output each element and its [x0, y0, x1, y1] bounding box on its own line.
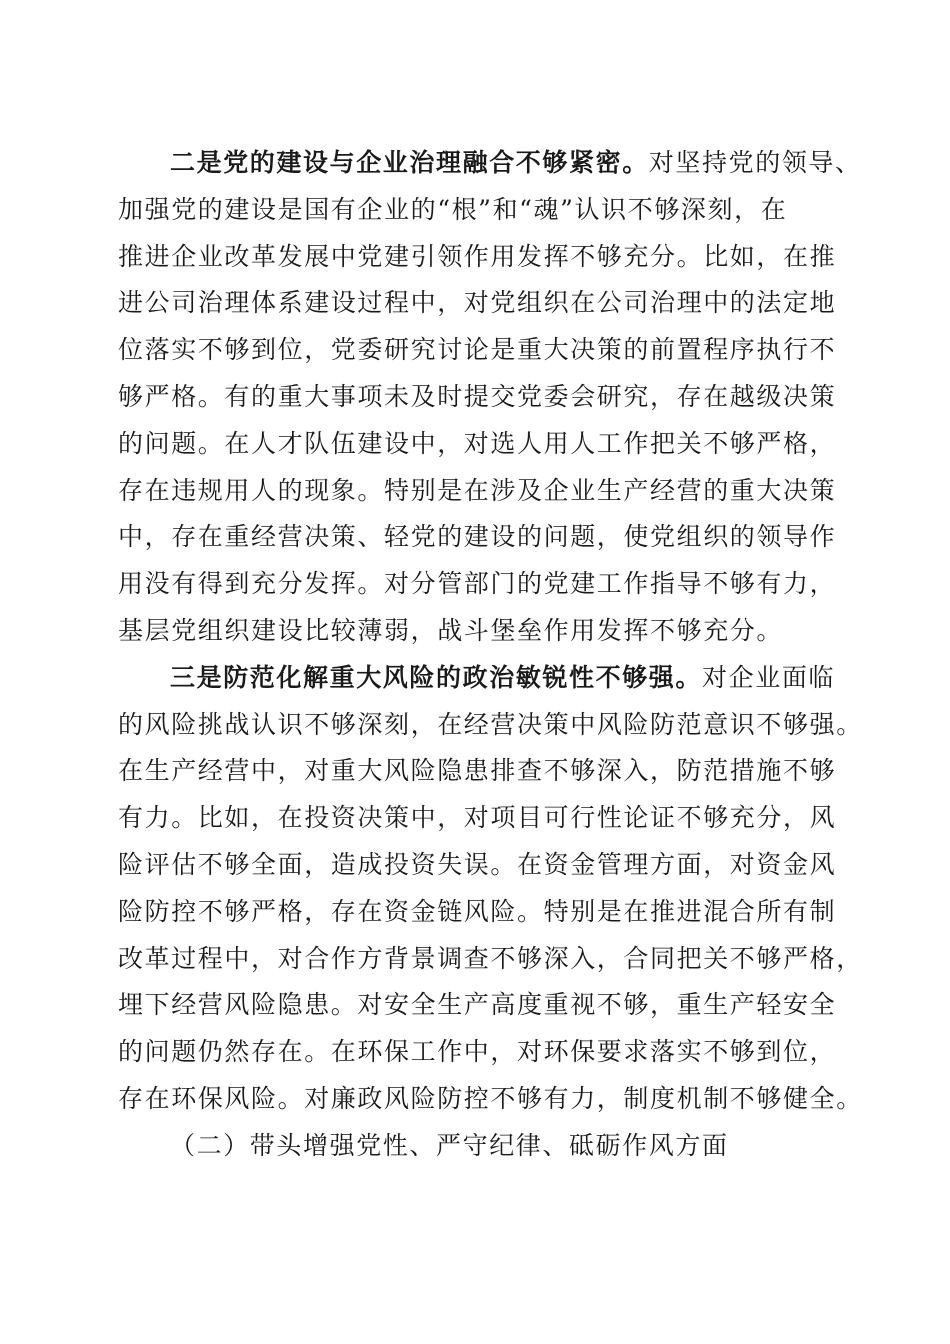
paragraph-line: 险防控不够严格，存在资金链风险。特别是在推进混合所有制 [118, 896, 837, 926]
paragraph-line: 的问题。在人才队伍建设中，对选人用人工作把关不够严格， [118, 428, 837, 458]
paragraph-line: 埋下经营风险隐患。对安全生产高度重视不够，重生产轻安全 [118, 990, 837, 1020]
paragraph-party-building [118, 140, 862, 655]
paragraph-line: 在生产经营中，对重大风险隐患排查不够深入，防范措施不够 [118, 756, 837, 786]
paragraph-first-line [118, 140, 862, 187]
paragraph-line: 有力。比如，在投资决策中，对项目可行性论证不够充分，风 [118, 803, 837, 833]
paragraph-line: 中，存在重经营决策、轻党的建设的问题，使党组织的领导作 [118, 522, 837, 552]
paragraph-lead-sentence: 二是党的建设与企业治理融合不够紧密。 [170, 148, 649, 177]
paragraph-line: 改革过程中，对合作方背景调查不够深入，合同把关不够严格， [118, 943, 863, 973]
paragraph-line: 加强党的建设是国有企业的“根”和“魂”认识不够深刻，在 [118, 194, 788, 224]
paragraph-line: 基层党组织建设比较薄弱，战斗堡垒作用发挥不够充分。 [118, 615, 784, 645]
document-body [118, 140, 863, 1170]
paragraph-first-line-rest: 对坚持党的领导、 [648, 148, 862, 177]
paragraph-line: 险评估不够全面，造成投资失误。在资金管理方面，对资金风 [118, 849, 837, 879]
paragraph-line: 的问题仍然存在。在环保工作中，对环保要求落实不够到位， [118, 1037, 837, 1067]
paragraph-line: 用没有得到充分发挥。对分管部门的党建工作指导不够有力， [118, 569, 837, 599]
paragraph-line: 够严格。有的重大事项未及时提交党委会研究，存在越级决策 [118, 381, 837, 411]
paragraph-line: 存在违规用人的现象。特别是在涉及企业生产经营的重大决策 [118, 475, 837, 505]
paragraph-first-line-rest: 对企业面临 [702, 662, 836, 692]
paragraph-line: 进公司治理体系建设过程中，对党组织在公司治理中的法定地 [118, 288, 837, 318]
paragraph-lead-sentence: 三是防范化解重大风险的政治敏锐性不够强。 [170, 662, 703, 692]
paragraph-risk-prevention [118, 655, 863, 1123]
paragraph-first-line [118, 655, 838, 702]
paragraph-line: 的风险挑战认识不够深刻，在经营决策中风险防范意识不够强。 [118, 709, 863, 739]
paragraph-line: 位落实不够到位，党委研究讨论是重大决策的前置程序执行不 [118, 335, 837, 365]
section-heading: （二）带头增强党性、严守纪律、砥砺作风方面 [170, 1130, 729, 1160]
paragraph-line: 存在环保风险。对廉政风险防控不够有力，制度机制不够健全。 [118, 1083, 863, 1113]
paragraph-line: 推进企业改革发展中党建引领作用发挥不够充分。比如，在推 [118, 241, 837, 271]
